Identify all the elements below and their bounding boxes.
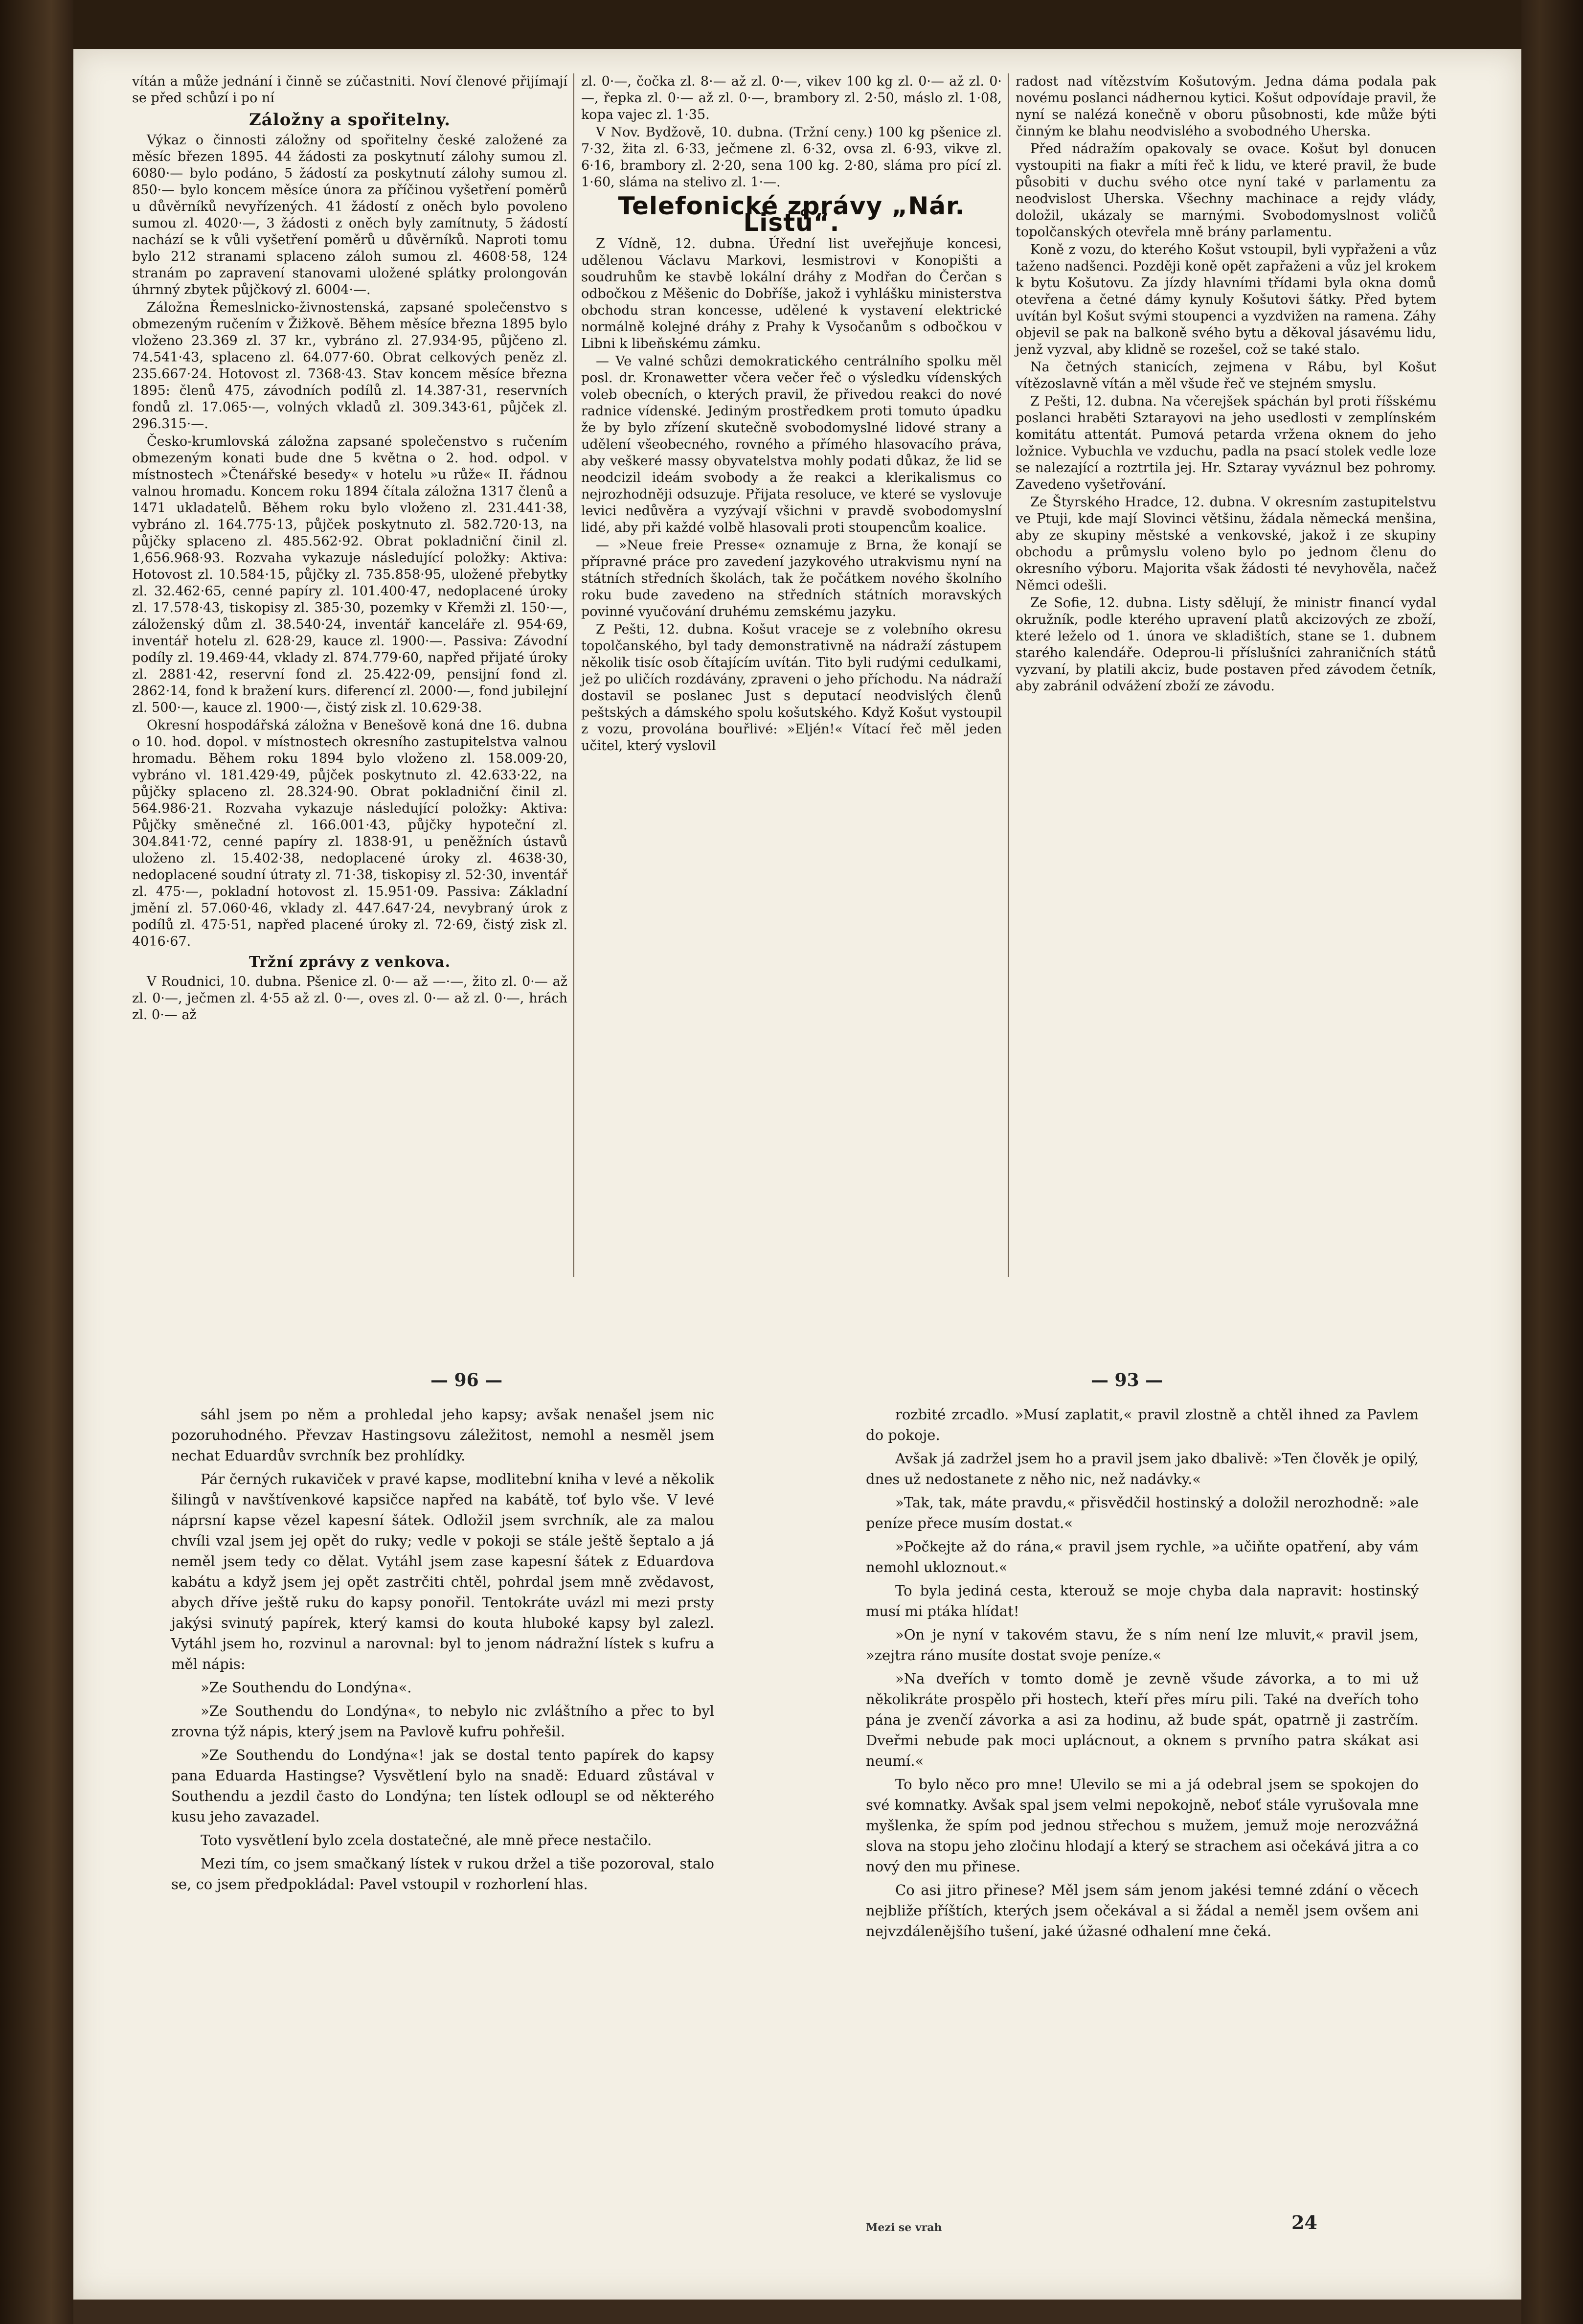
novel-paragraph: Toto vysvětlení bylo zcela dostatečné, ale mně přece nestačilo.	[201, 1832, 652, 1848]
article-paragraph: zl. 0·—, čočka zl. 8·— až zl. 0·—, vikev 100 kg zl. 0·— až zl. 0·—, řepka zl. 0·— až zl. 0·—, brambory zl. 2·50, máslo zl. 1·08, kopa vajec zl. 1·35.	[581, 74, 1002, 122]
column-rule	[1008, 73, 1009, 1277]
novel-page-left	[171, 1404, 714, 1897]
novel-paragraph: »Ze Southendu do Londýna«! jak se dostal tento papírek do kapsy pana Eduarda Hastingse? Vysvětlení bylo na snadě: Eduard zůstával v Southendu a jezdil často do Londýna; ten lístek odloupl se od některého kusu jeho zavazadel.	[171, 1747, 714, 1825]
column-rule	[573, 73, 574, 1277]
book-spine-right	[1521, 0, 1583, 2324]
article-paragraph: Okresní hospodářská záložna v Benešově koná dne 16. dubna o 10. hod. dopol. v místnostech okresního zastupitelstva valnou hromadu. Během roku 1894 bylo vloženo zl. 158.009·20, vybráno vl. 181.429·49, půjček poskytnuto zl. 42.633·22, na půjčky splaceno zl. 28.324·90. Obrat pokladniční činil zl. 564.986·21. Rozvaha vykazuje následující položky: Aktiva: Půjčky směnečné zl. 166.001·43, půjčky hypoteční zl. 304.841·72, cenné papíry zl. 1838·91, u peněžních ústavů uloženo zl. 15.402·38, nedoplacené úroky zl. 4638·30, nedoplacené soudní útraty zl. 71·38, tiskopisy zl. 52·30, inventář zl. 475·—, pokladní hotovost zl. 15.951·09. Passiva: Základní jmění zl. 57.060·46, vklady zl. 447.647·24, nevybraný úrok z podílů zl. 475·51, napřed placené úroky zl. 72·69, čistý zisk zl. 4016·67.	[132, 718, 567, 949]
novel-paragraph: Pár černých rukaviček v pravé kapse, modlitební kniha v levé a několik šilingů v navštívenkové kapsičce napřed na kabátě, toť bylo vše. V levé náprsní kapse vězel kapesní šátek. Odložil jsem svrchník, ale za malou chvíli vzal jsem jej opět do ruky; vedle v pokoji se stále ještě šeptalo a já neměl jsem tedy co dělat. Vytáhl jsem zase kapesní šátek z Eduardova kabátu a když jsem jej opět zastrčiti chtěl, pohrdal jsem mně zvědavost, abych dříve ještě ruku do kapsy ponořil. Tentokráte uvázl mi mezi prsty jakýsi svinutý papírek, který kamsi do kouta hluboké kapsy byl zalezl. Vytáhl jsem ho, rozvinul a narovnal: byl to jenom nádražní lístek s kufru a měl nápis:	[171, 1471, 714, 1672]
article-paragraph: V Roudnici, 10. dubna. Pšenice zl. 0·— až —·—, žito zl. 0·— až zl. 0·—, ječmen zl. 4·55 až zl. 0·—, oves zl. 0·— až zl. 0·—, hrách zl. 0·— až	[132, 974, 567, 1023]
novel-paragraph: To bylo něco pro mne! Ulevilo se mi a já odebral jsem se spokojen do své komnatky. Avšak spal jsem velmi nepokojně, neboť stále vyrušovala mne myšlenka, že spím pod jednou střechou s mužem, jemuž moje nerozvážná slova na stopu jeho zločinu hlodají a který se strachem asi očekává jitra a co nový den mu přinese.	[866, 1776, 1419, 1875]
article-paragraph: Výkaz o činnosti záložny od spořitelny české založené za měsíc březen 1895. 44 žádosti za poskytnutí zálohy sumou zl. 6080·— bylo podáno, 5 žádostí za poskytnutí zálohy sumou zl. 850·— bylo koncem měsíce února za příčinou vyšetření poměrů u důvěrníků nevyřízených. 41 žádostí z oněch bylo povoleno sumou zl. 4020·—, 3 žádosti z oněch byly zamítnuty, 5 žádostí nachází se k vůli vyšetření poměrů u důvěrníků. Naproti tomu bylo 212 stranami splaceno záloh sumou zl. 4608·58, 124 stranám po zapravení stanovami uložené splátky prolongován úhrnný zbytek půjčkový zl. 6004·—.	[132, 133, 567, 297]
article-paragraph: Z Pešti, 12. dubna. Na včerejšek spáchán byl proti říšskému poslanci hraběti Sztarayovi na jeho usedlosti v zemplínském komitátu attentát. Pumová petarda vržena oknem do jeho ložnice. Vybuchla ve vzduchu, padla na psací stolek vedle loze se nalezající a roztrtila jej. Hr. Sztaray vyváznul bez pohromy. Zavedeno vyšetřování.	[1016, 394, 1436, 492]
sheet-number: 24	[1291, 2211, 1317, 2233]
article-paragraph: Záložna Řemeslnicko-živnostenská, zapsané společenstvo s obmezeným ručením v Žižkově. Během měsíce března 1895 bylo vloženo 23.369 zl. 37 kr., vybráno zl. 27.934·95, půjčeno zl. 74.541·43, splaceno zl. 64.077·60. Obrat celkových peněz zl. 235.667·24. Hotovost zl. 7368·43. Stav koncem měsíce března 1895: členů 475, závodních podílů zl. 14.387·31, reservních fondů zl. 17.065·—, volných vkladů zl. 309.343·61, půjček zl. 296.315·—.	[132, 300, 567, 432]
article-paragraph: Ze Sofie, 12. dubna. Listy sdělují, že ministr financí vydal okružník, podle kterého upravení platů akcizových ze zboží, které leželo od 1. února ve skladištích, stane se 1. dubnem starého kalendáře. Odeprou-li příslušníci zahraničních států vyzvaní, by platili akciz, bude postaven před závodem četník, aby zabránil odvážení zboží ze závodu.	[1016, 595, 1436, 694]
page-number-left: — 96 —	[430, 1370, 503, 1390]
novel-paragraph: »Na dveřích v tomto domě je zevně všude závorka, a to mi už několikráte prospělo při hostech, kteří přes míru pili. Také na dveřích toho pána je zvenčí závorka a asi za hodinu, až bude spát, opatrně ji zastrčím. Dveřmi nebude pak moci uplácnout, a oknem s prvního patra skákat asi neumí.«	[866, 1670, 1419, 1769]
novel-paragraph: Mezi tím, co jsem smačkaný lístek v rukou držel a tiše pozoroval, stalo se, co jsem předpokládal: Pavel vstoupil v rozhorlení hlas.	[171, 1855, 714, 1892]
telephone-news-headline: Telefonické zprávy „Nár. Listů“.	[618, 192, 965, 237]
page-number-right: — 93 —	[1091, 1370, 1163, 1390]
novel-paragraph: Avšak já zadržel jsem ho a pravil jsem jako dbalivě: »Ten člověk je opilý, dnes už nedostanete z něho nic, než nadávky.«	[866, 1450, 1419, 1487]
section-heading: Záložny a spořitelny.	[249, 110, 451, 130]
column-left	[132, 73, 567, 1025]
article-paragraph: Koně z vozu, do kterého Košut vstoupil, byli vypřaženi a vůz taženo nadšenci. Později koně opět zapřaženi a vůz jel krokem k bytu Košutovu. Za jízdy hlavními třídami byla okna domů otevřena a četné dámy kynuly Košutovi šátky. Před bytem uvítán byl Košut svými stoupenci a vyzdvižen na ramena. Záhy objevil se pak na balkoně svého bytu a děkoval jásavému lidu, jenž vyzval, aby klidně se rozešel, což se také stalo.	[1016, 242, 1436, 357]
novel-paragraph: sáhl jsem po něm a prohledal jeho kapsy; avšak nenašel jsem nic pozoruhodného. Převzav Hastingsovu záležitost, nemohl a nesměl jsem nechat Eduardův svrchník bez prohlídky.	[171, 1406, 714, 1464]
book-spine-left	[0, 0, 73, 2324]
intro-text: vítán a může jednání i činně se zúčastniti. Noví členové přijímají se před schůzí i po ní	[132, 74, 567, 106]
top-edge	[73, 0, 1521, 49]
novel-paragraph: »Ze Southendu do Londýna«, to nebylo nic zvláštního a přec to byl zrovna týž nápis, který jsem na Pavlově kufru pohřešil.	[171, 1703, 714, 1740]
column-right	[1016, 73, 1436, 696]
article-paragraph: Ze Štyrského Hradce, 12. dubna. V okresním zastupitelstvu ve Ptuji, kde mají Slovinci většinu, žádala německá menšina, aby ze skupiny městské a venkovské, jakož i ze skupiny obchodu a průmyslu voleno bylo po jednom členu do okresního výboru. Majorita však žádosti té nevyhověla, načež Němci odešli.	[1016, 495, 1436, 593]
article-paragraph: Před nádražím opakovaly se ovace. Košut byl donucen vystoupiti na fiakr a míti řeč k lidu, ve které pravil, že bude působiti v duchu svého otce nyní také v parlamentu za neodvislost Uherska. Všechny machinace a rejdy vlády, doložil, ukázaly se marnými. Svobodomyslnost voličů topolčanských otevřela mně brány parlamentu.	[1016, 141, 1436, 240]
article-paragraph: Česko-krumlovská záložna zapsané společenstvo s ručením obmezeným konati bude dne 5 května o 2. hod. odpol. v místnostech »Čtenářské besedy« v hotelu »u růže« II. řádnou valnou hromadu. Koncem roku 1894 čítala záložna 1317 členů a 1471 ukladatelů. Během roku bylo vloženo zl. 231.441·38, vybráno zl. 164.775·13, půjček poskytnuto zl. 582.720·13, na půjčky splaceno zl. 485.562·92. Obrat pokladniční činil zl. 1,656.968·93. Rozvaha vykazuje následující položky: Aktiva: Hotovost zl. 10.584·15, půjčky zl. 735.858·95, uložené přebytky zl. 32.462·65, cenné papíry zl. 101.400·47, nedoplacené úroky zl. 17.578·43, tiskopisy zl. 385·30, pozemky v Křemži zl. 150·—, záloženský dům zl. 38.540·24, inventář kanceláře zl. 954·69, inventář hotelu zl. 628·29, kauce zl. 1900·—. Passiva: Závodní podíly zl. 19.469·44, vklady zl. 874.779·60, napřed přijaté úroky zl. 2881·42, reservní fond zl. 25.422·09, pensijní fond zl. 2862·14, fond k bražení kurs. diferencí zl. 2000·—, fond jubilejní zl. 500·—, kauce zl. 1900·—, čistý zisk zl. 10.629·38.	[132, 434, 567, 715]
novel-paragraph: »Tak, tak, máte pravdu,« přisvědčil hostinský a doložil nerozhodně: »ale peníze přece musím dostat.«	[866, 1494, 1419, 1531]
novel-paragraph: »Ze Southendu do Londýna«.	[201, 1679, 412, 1696]
signature-mark: Mezi se vrah	[866, 2221, 942, 2234]
novel-paragraph: »Počkejte až do rána,« pravil jsem rychle, »a učiňte opatření, aby vám nemohl ukloznout.«	[866, 1538, 1419, 1575]
article-paragraph: Z Vídně, 12. dubna. Úřední list uveřejňuje koncesi, udělenou Václavu Markovi, lesmistrovi v Konopišti a soudruhům ke stavbě lokální dráhy z Modřan do Čerčan s odbočkou z Měšenic do Dobříše, jakož i vyhlášku ministerstva obchodu stran koncesse, udělené k vystavení elektrické normálně kolejné dráhy z Prahy k Vysočanům s odbočkou v Libni k libeňskému zámku.	[581, 236, 1002, 351]
novel-page-right	[866, 1404, 1419, 1944]
article-paragraph: — Ve valné schůzi demokratického centrálního spolku měl posl. dr. Kronawetter včera večer řeč o výsledku vídenských voleb obecních, o kterých pravil, že přivedou reakci do nové radnice vídenské. Jediným prostředkem proti tomuto úpadku že by bylo zřízení skutečně svobodomyslné lidové strany a udělení všeobecného, rovného a přímého hlasovacího práva, aby veškeré massy obyvatelstva mohly podati důkaz, že lid se neodcizil ideám svobody a že reakci a klerikalismus co nejrozhodněji odsuzuje. Přijata resoluce, ve které se vyslovuje levici nedůvěra a vyzývají všichni v pravdě svobodomyslní lidé, aby při každé volbě hlasovali proti stoupencům koalice.	[581, 354, 1002, 535]
article-paragraph: Z Pešti, 12. dubna. Košut vraceje se z volebního okresu topolčanského, byl tady demonstrativně na nádraží zástupem několik tisíc osob čítajícím uvítán. Tito byli rudými cedulkami, jež po uličích rozdávány, zpraveni o jeho příchodu. Na nádraží dostavil se poslanec Just s deputací neodvislých členů peštských a dámského spolu košutského. Když Košut vystoupil z vozu, provolána bouřlivé: »Eljén!« Vítací řeč měl jeden učitel, který vyslovil	[581, 622, 1002, 753]
novel-paragraph: »On je nyní v takovém stavu, že s ním není lze mluvit,« pravil jsem, »zejtra ráno musíte dostat svoje peníze.«	[866, 1626, 1419, 1663]
column-middle	[581, 73, 1002, 755]
subsection-heading: Tržní zprávy z venkova.	[249, 954, 451, 971]
novel-paragraph: Co asi jitro přinese? Měl jsem sám jenom jakési temné zdání o věcech nejbliže příštích, kterých jsem očekával a si žádal a neměl jsem ovšem ani nejvzdálenějšího tušení, jaké úžasné odhalení mne čeká.	[866, 1882, 1419, 1939]
article-paragraph: Na četných stanicích, zejmena v Rábu, byl Košut vítězoslavně vítán a měl všude řeč ve stejném smyslu.	[1016, 360, 1436, 391]
novel-paragraph: To byla jediná cesta, kterouž se moje chyba dala napravit: hostinský musí mi ptáka hlídat!	[866, 1582, 1419, 1619]
article-paragraph: V Nov. Bydžově, 10. dubna. (Tržní ceny.) 100 kg pšenice zl. 7·32, žita zl. 6·33, ječmene zl. 6·32, ovsa zl. 6·93, vikve zl. 6·16, brambory zl. 2·20, sena 100 kg. 2·80, sláma pro pící zl. 1·60, sláma na stelivo zl. 1·—.	[581, 125, 1002, 190]
article-paragraph: — »Neue freie Presse« oznamuje z Brna, že konají se přípravné práce pro zavedení jazykového utrakvismu nyní na státních středních školách, tak že počátkem nového školního roku bude zavedeno na středních státních moravských povinné vyučování druhému zemskému jazyku.	[581, 538, 1002, 619]
novel-paragraph: rozbité zrcadlo. »Musí zaplatit,« pravil zlostně a chtěl ihned za Pavlem do pokoje.	[866, 1406, 1419, 1443]
article-paragraph: radost nad vítězstvím Košutovým. Jedna dáma podala pak novému poslanci nádhernou kytici. Košut odpovídaje pravil, že nyní se nalézá konečně v oboru působnosti, kde může býti činným ke blahu neodvislého a svobodného Uherska.	[1016, 74, 1436, 139]
